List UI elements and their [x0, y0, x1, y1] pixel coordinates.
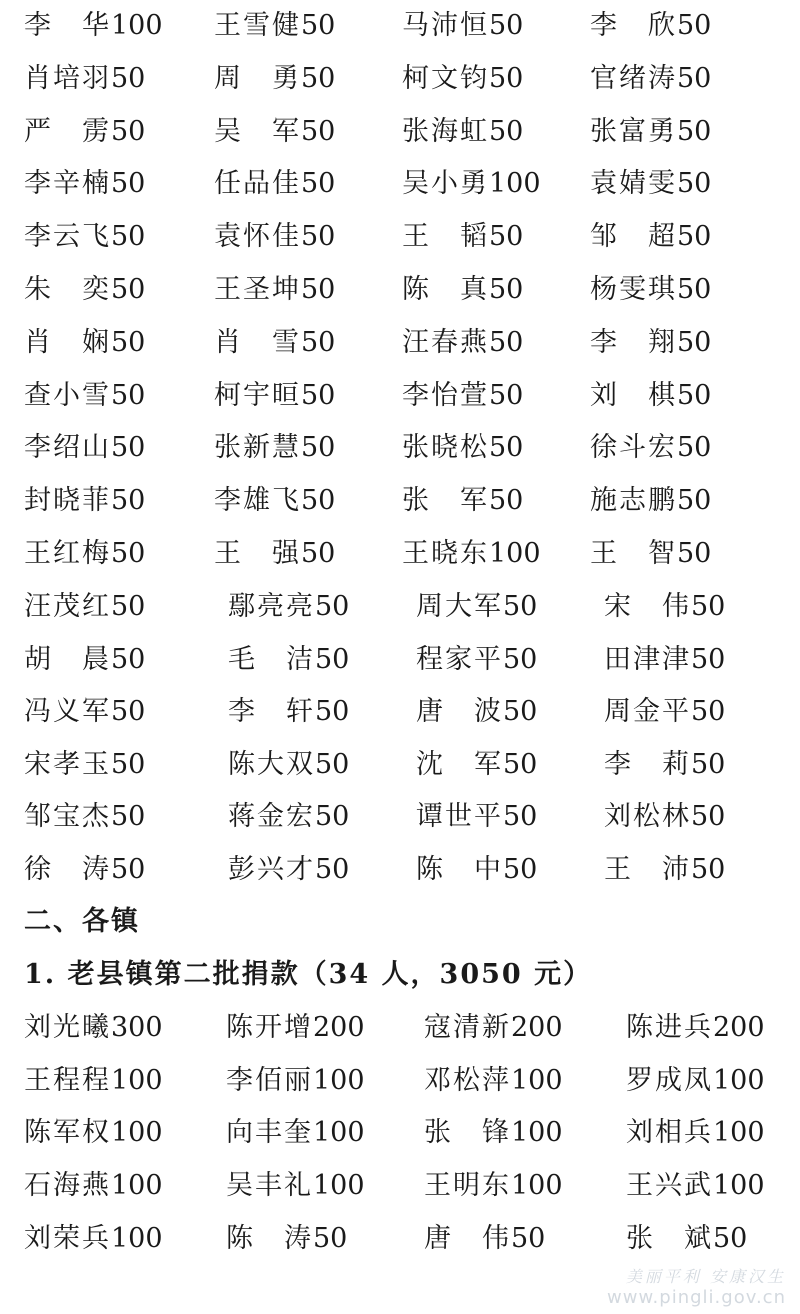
- donor-row: [0, 1113, 800, 1153]
- donor-entry: [626, 1219, 747, 1259]
- donor-name: 王圣坤: [214, 274, 301, 305]
- donor-entry: [24, 692, 145, 732]
- donor-name: 唐 伟: [424, 1222, 511, 1254]
- donor-name: 马沛恒: [402, 10, 489, 41]
- donor-row: [0, 323, 800, 363]
- donor-name: 李 翔: [590, 326, 677, 358]
- donor-name: 刘荣兵: [24, 1222, 111, 1254]
- donor-name: 谭世平: [416, 801, 503, 833]
- donor-entry: [416, 692, 537, 732]
- donation-amount: 100: [713, 1170, 765, 1202]
- donation-amount: 100: [313, 1064, 365, 1096]
- donation-amount: 50: [489, 432, 524, 464]
- donor-row: [0, 164, 800, 204]
- donor-entry: [24, 1008, 163, 1048]
- donor-entry: [24, 745, 145, 785]
- donation-amount: 50: [677, 326, 712, 358]
- donation-amount: 50: [677, 274, 712, 305]
- donation-amount: 50: [503, 748, 538, 780]
- donation-amount: 50: [313, 1222, 348, 1254]
- donation-amount: 100: [489, 168, 541, 200]
- donor-name: 田津津: [604, 643, 691, 675]
- donation-amount: 50: [111, 591, 146, 622]
- donation-amount: 100: [511, 1170, 563, 1202]
- donor-entry: [590, 323, 711, 363]
- donor-name: 王晓东: [402, 538, 489, 569]
- donor-name: 李 华: [24, 10, 111, 41]
- donation-amount: 50: [301, 10, 336, 41]
- donor-entry: [402, 428, 523, 468]
- donation-amount: 50: [301, 432, 336, 464]
- donor-entry: [590, 6, 711, 46]
- donor-name: 王雪健: [214, 10, 301, 41]
- donation-amount: 100: [511, 1064, 563, 1096]
- donation-amount: 50: [315, 801, 350, 833]
- donor-entry: [24, 270, 145, 310]
- donor-entry: [228, 640, 349, 680]
- donor-name: 李怡萱: [402, 379, 489, 411]
- donation-amount: 100: [111, 10, 163, 41]
- donation-amount: 50: [489, 10, 524, 41]
- donor-entry: [24, 217, 145, 257]
- donor-entry: [24, 481, 145, 521]
- donor-entry: [214, 323, 335, 363]
- donor-name: 张晓松: [402, 432, 489, 464]
- donation-amount: 50: [315, 643, 350, 675]
- donation-amount: 50: [315, 854, 350, 885]
- donor-name: 柯文钧: [402, 62, 489, 94]
- donor-entry: [424, 1008, 563, 1048]
- donor-name: 张 锋: [424, 1117, 511, 1149]
- donor-entry: [228, 587, 349, 627]
- donation-amount: 100: [111, 1117, 163, 1149]
- donation-amount: 50: [301, 485, 336, 517]
- donor-entry: [402, 6, 523, 46]
- donation-amount: 50: [677, 221, 712, 253]
- donor-name: 邹 超: [590, 221, 677, 253]
- donation-amount: 50: [315, 696, 350, 728]
- donor-name: 毛 洁: [228, 643, 315, 675]
- donation-amount: 100: [111, 1222, 163, 1254]
- donation-amount: 50: [111, 326, 146, 358]
- donor-entry: [590, 112, 711, 152]
- donation-amount: 50: [677, 115, 712, 147]
- donor-name: 刘光曦: [24, 1012, 111, 1043]
- donor-name: 李 轩: [228, 696, 315, 728]
- donation-amount: 50: [489, 115, 524, 147]
- donation-amount: 50: [511, 1222, 546, 1254]
- donation-amount: 50: [111, 62, 146, 94]
- donor-name: 施志鹏: [590, 485, 677, 517]
- donor-entry: [416, 745, 537, 785]
- donor-name: 任品佳: [214, 168, 301, 200]
- donor-name: 吴小勇: [402, 168, 489, 200]
- donor-row: [0, 1061, 800, 1101]
- donor-name: 向丰奎: [226, 1117, 313, 1149]
- donor-row: [0, 112, 800, 152]
- donor-entry: [24, 6, 163, 46]
- donor-entry: [24, 640, 145, 680]
- donor-entry: [24, 428, 145, 468]
- donor-name: 宋 伟: [604, 591, 691, 622]
- donor-name: 徐 涛: [24, 854, 111, 885]
- donation-amount: 50: [691, 854, 726, 885]
- donor-entry: [604, 797, 725, 837]
- donation-amount: 50: [677, 485, 712, 517]
- donor-entry: [226, 1008, 365, 1048]
- donation-amount: 50: [677, 379, 712, 411]
- donor-row: [0, 428, 800, 468]
- donor-name: 陈开增: [226, 1012, 313, 1043]
- donor-entry: [214, 59, 335, 99]
- donor-row: [0, 587, 800, 627]
- donor-entry: [590, 270, 711, 310]
- donor-row: [0, 481, 800, 521]
- donor-entry: [24, 1113, 163, 1153]
- donor-entry: [214, 164, 335, 204]
- donor-name: 张富勇: [590, 115, 677, 147]
- donor-name: 唐 波: [416, 696, 503, 728]
- donor-name: 封晓菲: [24, 485, 111, 517]
- donor-name: 李 欣: [590, 10, 677, 41]
- donor-name: 寇清新: [424, 1012, 511, 1043]
- donor-entry: [214, 6, 335, 46]
- donation-amount: 100: [111, 1064, 163, 1096]
- donor-name: 袁婧雯: [590, 168, 677, 200]
- donation-amount: 100: [713, 1117, 765, 1149]
- donor-entry: [590, 217, 711, 257]
- donor-entry: [604, 850, 725, 890]
- donor-entry: [402, 112, 523, 152]
- donation-amount: 50: [111, 379, 146, 411]
- donor-name: 蒋金宏: [228, 801, 315, 833]
- donor-name: 胡 晨: [24, 643, 111, 675]
- donor-name: 李辛楠: [24, 168, 111, 200]
- donor-row: [0, 745, 800, 785]
- donor-row: [0, 376, 800, 416]
- donation-amount: 50: [111, 485, 146, 517]
- donor-entry: [24, 59, 145, 99]
- donor-name: 李 莉: [604, 748, 691, 780]
- donor-name: 张海虹: [402, 115, 489, 147]
- donor-entry: [416, 797, 537, 837]
- donor-entry: [590, 481, 711, 521]
- donor-entry: [214, 481, 335, 521]
- donation-amount: 50: [315, 591, 350, 622]
- donor-row: [0, 1008, 800, 1048]
- donation-amount: 100: [489, 538, 541, 569]
- donor-entry: [228, 797, 349, 837]
- donor-entry: [402, 270, 523, 310]
- donor-name: 王明东: [424, 1170, 511, 1202]
- donor-entry: [228, 692, 349, 732]
- donor-name: 王 强: [214, 538, 301, 569]
- donor-entry: [626, 1166, 765, 1206]
- donor-row: [0, 270, 800, 310]
- donor-name: 王程程: [24, 1064, 111, 1096]
- donor-entry: [590, 428, 711, 468]
- donation-amount: 50: [111, 696, 146, 728]
- donor-entry: [214, 376, 335, 416]
- donor-name: 陈 涛: [226, 1222, 313, 1254]
- donor-name: 张 斌: [626, 1222, 713, 1254]
- donor-entry: [214, 534, 335, 574]
- donation-amount: 50: [111, 643, 146, 675]
- donation-amount: 50: [301, 221, 336, 253]
- donor-name: 杨雯琪: [590, 274, 677, 305]
- donation-amount: 200: [511, 1012, 563, 1043]
- donation-amount: 50: [111, 854, 146, 885]
- donor-row: [0, 59, 800, 99]
- donor-entry: [24, 376, 145, 416]
- donor-row: [0, 640, 800, 680]
- donation-amount: 100: [111, 1170, 163, 1202]
- donor-entry: [402, 534, 541, 574]
- donor-entry: [424, 1166, 563, 1206]
- donation-amount: 50: [503, 591, 538, 622]
- donation-amount: 50: [111, 274, 146, 305]
- donor-name: 吴丰礼: [226, 1170, 313, 1202]
- donor-name: 袁怀佳: [214, 221, 301, 253]
- donation-amount: 50: [691, 801, 726, 833]
- donation-amount: 50: [301, 274, 336, 305]
- donor-name: 汪春燕: [402, 326, 489, 358]
- donor-name: 王红梅: [24, 538, 111, 569]
- donor-name: 朱 奕: [24, 274, 111, 305]
- donor-entry: [24, 1219, 163, 1259]
- donor-entry: [24, 1061, 163, 1101]
- donor-name: 王 沛: [604, 854, 691, 885]
- donor-entry: [24, 1166, 163, 1206]
- donor-row: [0, 1166, 800, 1206]
- donor-entry: [214, 112, 335, 152]
- donation-amount: 50: [677, 62, 712, 94]
- donor-row: [0, 850, 800, 890]
- donation-amount: 50: [489, 62, 524, 94]
- donor-entry: [24, 587, 145, 627]
- donation-amount: 50: [301, 62, 336, 94]
- donation-amount: 50: [677, 168, 712, 200]
- donor-entry: [24, 850, 145, 890]
- donor-entry: [626, 1061, 765, 1101]
- donation-amount: 300: [111, 1012, 163, 1043]
- donation-amount: 50: [489, 326, 524, 358]
- donor-name: 徐斗宏: [590, 432, 677, 464]
- donor-row: [0, 1219, 800, 1259]
- donor-entry: [604, 640, 725, 680]
- donation-amount: 50: [111, 115, 146, 147]
- donor-row: [0, 797, 800, 837]
- donor-name: 冯义军: [24, 696, 111, 728]
- donation-amount: 100: [313, 1117, 365, 1149]
- donor-entry: [214, 270, 335, 310]
- donor-row: [0, 6, 800, 46]
- donor-name: 王 韬: [402, 221, 489, 253]
- donor-entry: [214, 428, 335, 468]
- watermark-url: www.pingli.gov.cn: [607, 1287, 786, 1308]
- donor-name: 周大军: [416, 591, 503, 622]
- donor-entry: [228, 850, 349, 890]
- donation-amount: 50: [489, 379, 524, 411]
- donor-name: 周金平: [604, 696, 691, 728]
- donor-entry: [604, 692, 725, 732]
- donation-amount: 100: [713, 1064, 765, 1096]
- donor-entry: [402, 481, 523, 521]
- donation-amount: 50: [301, 538, 336, 569]
- donor-row: [0, 217, 800, 257]
- donor-name: 陈进兵: [626, 1012, 713, 1043]
- donation-amount: 50: [503, 643, 538, 675]
- donor-name: 鄢亮亮: [228, 591, 315, 622]
- donor-entry: [416, 587, 537, 627]
- donor-name: 李雄飞: [214, 485, 301, 517]
- donor-name: 刘相兵: [626, 1117, 713, 1149]
- donor-entry: [24, 112, 145, 152]
- donor-name: 邹宝杰: [24, 801, 111, 833]
- donor-entry: [24, 323, 145, 363]
- donor-name: 刘松林: [604, 801, 691, 833]
- donor-name: 官绪涛: [590, 62, 677, 94]
- donor-entry: [226, 1061, 365, 1101]
- donation-amount: 100: [511, 1117, 563, 1149]
- donation-amount: 50: [691, 696, 726, 728]
- donor-entry: [226, 1219, 347, 1259]
- donor-name: 周 勇: [214, 62, 301, 94]
- donor-entry: [402, 217, 523, 257]
- donor-name: 查小雪: [24, 379, 111, 411]
- donation-amount: 200: [713, 1012, 765, 1043]
- donor-name: 沈 军: [416, 748, 503, 780]
- donor-entry: [402, 59, 523, 99]
- donor-entry: [626, 1008, 765, 1048]
- donation-amount: 50: [111, 168, 146, 200]
- donor-name: 张新慧: [214, 432, 301, 464]
- donor-name: 王兴武: [626, 1170, 713, 1202]
- donor-entry: [214, 217, 335, 257]
- donor-name: 肖培羽: [24, 62, 111, 94]
- donation-amount: 50: [301, 115, 336, 147]
- donor-name: 陈 中: [416, 854, 503, 885]
- donor-entry: [590, 164, 711, 204]
- donor-entry: [424, 1219, 545, 1259]
- donation-amount: 50: [489, 485, 524, 517]
- donor-name: 严 雳: [24, 115, 111, 147]
- donor-entry: [226, 1166, 365, 1206]
- donation-amount: 50: [301, 168, 336, 200]
- donation-amount: 50: [677, 10, 712, 41]
- donor-row: [0, 534, 800, 574]
- donor-entry: [626, 1113, 765, 1153]
- donor-name: 刘 棋: [590, 379, 677, 411]
- donor-name: 陈 真: [402, 274, 489, 305]
- donation-amount: 50: [691, 748, 726, 780]
- donor-entry: [226, 1113, 365, 1153]
- donor-entry: [424, 1113, 563, 1153]
- donation-amount: 200: [313, 1012, 365, 1043]
- donor-entry: [416, 850, 537, 890]
- section-heading: 二、各镇: [24, 906, 140, 937]
- donor-entry: [24, 797, 145, 837]
- sub-heading: 1. 老县镇第二批捐款（34 人，3050 元）: [24, 959, 593, 990]
- donor-entry: [24, 164, 145, 204]
- donor-name: 石海燕: [24, 1170, 111, 1202]
- donor-entry: [604, 587, 725, 627]
- donor-name: 肖 雪: [214, 326, 301, 358]
- donor-name: 李佰丽: [226, 1064, 313, 1096]
- donor-name: 邓松萍: [424, 1064, 511, 1096]
- site-watermark: [607, 1264, 786, 1308]
- donor-entry: [402, 164, 541, 204]
- donor-name: 吴 军: [214, 115, 301, 147]
- donation-amount: 50: [111, 538, 146, 569]
- donation-amount: 100: [313, 1170, 365, 1202]
- donation-amount: 50: [503, 696, 538, 728]
- donation-amount: 50: [691, 591, 726, 622]
- donor-name: 肖 娴: [24, 326, 111, 358]
- donation-amount: 50: [111, 801, 146, 833]
- donor-entry: [590, 534, 711, 574]
- donor-name: 罗成凤: [626, 1064, 713, 1096]
- watermark-slogan: 美丽平利 安康汉生: [625, 1267, 786, 1286]
- donation-amount: 50: [677, 538, 712, 569]
- donation-amount: 50: [503, 854, 538, 885]
- donor-entry: [24, 534, 145, 574]
- donor-entry: [416, 640, 537, 680]
- donor-name: 宋孝玉: [24, 748, 111, 780]
- donation-amount: 50: [301, 379, 336, 411]
- donation-amount: 50: [315, 748, 350, 780]
- donor-name: 李绍山: [24, 432, 111, 464]
- donor-entry: [590, 376, 711, 416]
- donation-amount: 50: [111, 748, 146, 780]
- donor-entry: [402, 376, 523, 416]
- donor-name: 程家平: [416, 643, 503, 675]
- donation-amount: 50: [713, 1222, 748, 1254]
- donation-amount: 50: [301, 326, 336, 358]
- donor-row: [0, 692, 800, 732]
- donor-name: 王 智: [590, 538, 677, 569]
- donation-amount: 50: [691, 643, 726, 675]
- donor-name: 陈大双: [228, 748, 315, 780]
- donor-name: 张 军: [402, 485, 489, 517]
- donor-name: 汪茂红: [24, 591, 111, 622]
- donation-amount: 50: [503, 801, 538, 833]
- donation-amount: 50: [677, 432, 712, 464]
- donor-entry: [424, 1061, 563, 1101]
- donor-entry: [228, 745, 349, 785]
- donor-entry: [590, 59, 711, 99]
- donor-name: 李云飞: [24, 221, 111, 253]
- donation-amount: 50: [111, 432, 146, 464]
- donor-name: 柯宇晅: [214, 379, 301, 411]
- donation-amount: 50: [489, 221, 524, 253]
- donor-name: 陈军权: [24, 1117, 111, 1149]
- donation-amount: 50: [489, 274, 524, 305]
- donor-name: 彭兴才: [228, 854, 315, 885]
- donor-entry: [402, 323, 523, 363]
- donor-entry: [604, 745, 725, 785]
- donation-amount: 50: [111, 221, 146, 253]
